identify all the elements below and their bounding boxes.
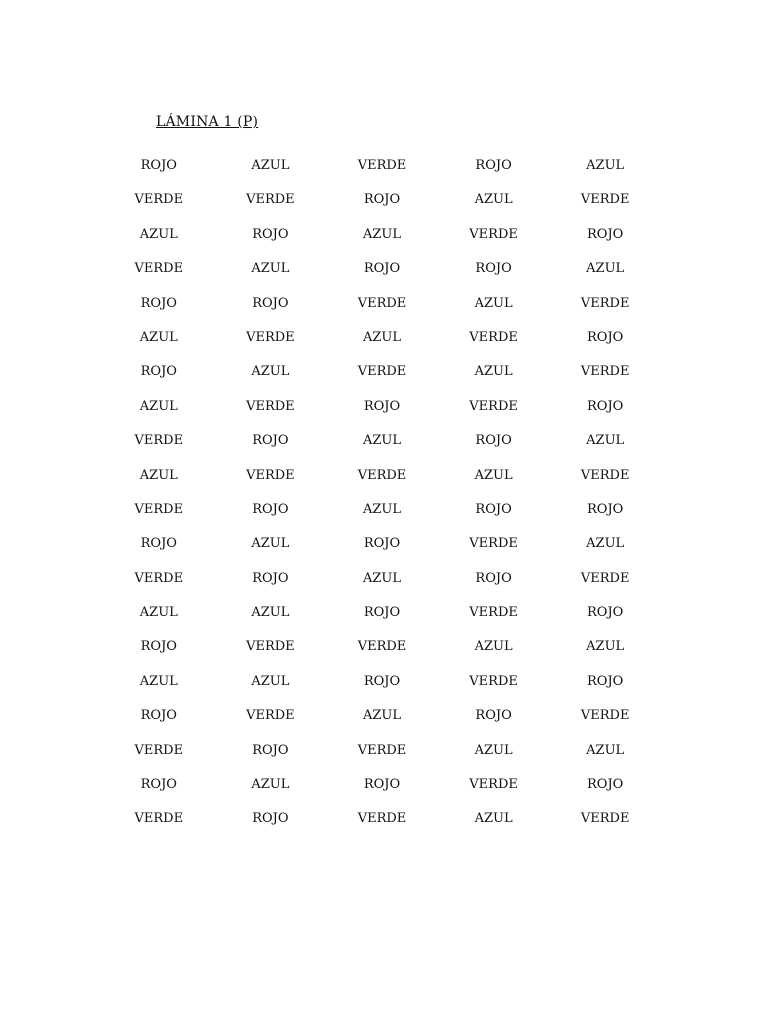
word-cell: ROJO: [140, 295, 177, 311]
word-cell: VERDE: [134, 261, 184, 277]
word-cell: AZUL: [474, 467, 513, 483]
word-cell: ROJO: [363, 673, 401, 689]
word-cell: AZUL: [362, 433, 401, 449]
word-cell: VERDE: [357, 295, 407, 311]
word-cell: VERDE: [246, 639, 295, 655]
word-cell: AZUL: [474, 364, 513, 380]
word-cell: VERDE: [580, 811, 630, 827]
word-cell: VERDE: [357, 364, 407, 380]
word-cell: VERDE: [469, 329, 518, 345]
word-cell: AZUL: [139, 226, 178, 242]
word-cell: VERDE: [357, 158, 407, 173]
word-cell: VERDE: [469, 777, 518, 793]
word-cell: VERDE: [469, 536, 518, 552]
word-cell: ROJO: [140, 158, 177, 173]
word-cell: AZUL: [474, 742, 513, 758]
word-cell: VERDE: [246, 708, 295, 724]
word-cell: ROJO: [475, 433, 512, 449]
word-cell: AZUL: [251, 364, 290, 380]
word-cell: VERDE: [357, 467, 407, 483]
word-cell: VERDE: [134, 742, 184, 758]
word-cell: ROJO: [363, 261, 401, 277]
word-cell: ROJO: [140, 777, 177, 793]
word-cell: AZUL: [251, 158, 290, 173]
word-cell: VERDE: [357, 811, 407, 827]
word-cell: AZUL: [362, 226, 401, 242]
word-cell: VERDE: [580, 570, 630, 586]
word-cell: ROJO: [252, 433, 289, 449]
word-cell: VERDE: [134, 192, 184, 208]
word-cell: AZUL: [251, 605, 290, 621]
word-cell: AZUL: [139, 467, 178, 483]
word-cell: ROJO: [587, 226, 624, 242]
word-cell: VERDE: [134, 811, 184, 827]
word-cell: VERDE: [134, 433, 184, 449]
word-cell: AZUL: [586, 536, 625, 552]
word-cell: ROJO: [363, 398, 401, 414]
word-cell: VERDE: [469, 605, 518, 621]
word-cell: ROJO: [587, 673, 624, 689]
word-cell: AZUL: [586, 433, 625, 449]
word-cell: ROJO: [363, 605, 401, 621]
word-cell: AZUL: [586, 742, 625, 758]
word-cell: VERDE: [357, 742, 407, 758]
word-cell: AZUL: [362, 708, 401, 724]
word-cell: ROJO: [475, 261, 512, 277]
word-cell: ROJO: [363, 536, 401, 552]
word-cell: ROJO: [252, 295, 289, 311]
word-cell: VERDE: [469, 673, 518, 689]
word-cell: ROJO: [252, 570, 289, 586]
word-cell: AZUL: [362, 501, 401, 517]
word-cell: AZUL: [251, 536, 290, 552]
word-cell: AZUL: [474, 295, 513, 311]
word-cell: ROJO: [587, 329, 624, 345]
word-cell: VERDE: [134, 501, 184, 517]
word-cell: ROJO: [587, 398, 624, 414]
page-title: LÁMINA 1 (P): [156, 114, 259, 130]
word-cell: ROJO: [475, 501, 512, 517]
word-cell: AZUL: [139, 673, 178, 689]
word-cell: ROJO: [140, 536, 177, 552]
word-cell: AZUL: [251, 777, 290, 793]
word-cell: ROJO: [363, 777, 401, 793]
word-cell: VERDE: [580, 467, 630, 483]
word-cell: VERDE: [134, 570, 184, 586]
word-cell: AZUL: [139, 329, 178, 345]
word-cell: ROJO: [140, 708, 177, 724]
word-cell: VERDE: [246, 398, 295, 414]
word-cell: ROJO: [475, 570, 512, 586]
word-cell: VERDE: [246, 192, 295, 208]
word-cell: VERDE: [580, 708, 630, 724]
word-cell: VERDE: [469, 226, 518, 242]
word-cell: VERDE: [246, 329, 295, 345]
word-cell: AZUL: [362, 570, 401, 586]
word-cell: VERDE: [357, 639, 407, 655]
word-cell: AZUL: [251, 673, 290, 689]
word-cell: AZUL: [586, 158, 625, 173]
word-cell: VERDE: [246, 467, 295, 483]
word-cell: ROJO: [587, 605, 624, 621]
word-cell: ROJO: [252, 811, 289, 827]
word-cell: ROJO: [363, 192, 401, 208]
word-cell: VERDE: [580, 364, 630, 380]
word-cell: AZUL: [139, 398, 178, 414]
word-cell: VERDE: [580, 295, 630, 311]
word-grid: [103, 153, 661, 841]
word-cell: ROJO: [587, 777, 624, 793]
word-cell: ROJO: [475, 158, 512, 173]
word-cell: ROJO: [252, 742, 289, 758]
word-cell: ROJO: [252, 501, 289, 517]
word-cell: AZUL: [139, 605, 178, 621]
word-cell: AZUL: [474, 192, 513, 208]
word-cell: AZUL: [586, 261, 625, 277]
word-cell: ROJO: [140, 364, 177, 380]
word-cell: VERDE: [580, 192, 630, 208]
word-cell: AZUL: [474, 811, 513, 827]
word-cell: ROJO: [475, 708, 512, 724]
word-cell: VERDE: [469, 398, 518, 414]
word-cell: AZUL: [362, 329, 401, 345]
word-cell: AZUL: [474, 639, 513, 655]
word-cell: ROJO: [252, 226, 289, 242]
word-cell: AZUL: [251, 261, 290, 277]
word-cell: ROJO: [140, 639, 177, 655]
word-cell: ROJO: [587, 501, 624, 517]
word-cell: AZUL: [586, 639, 625, 655]
